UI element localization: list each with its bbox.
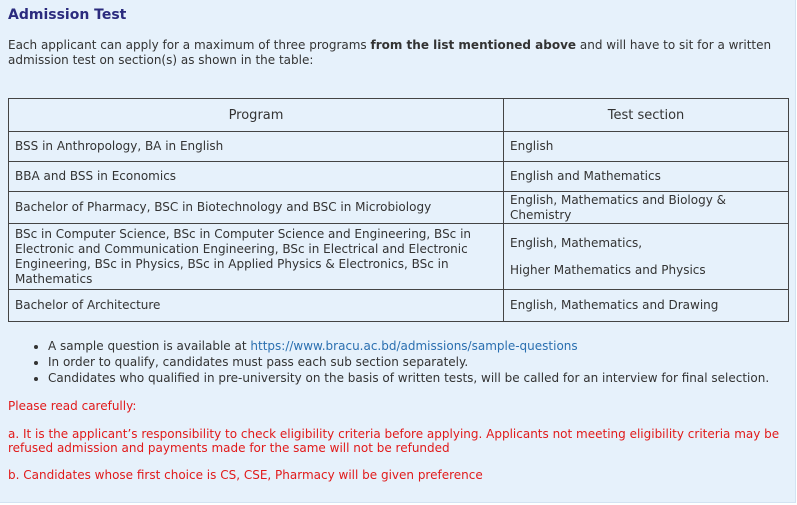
program-cell: Bachelor of Pharmacy, BSC in Biotechnology and BSC in Microbiology bbox=[9, 192, 504, 224]
list-item-sample bbox=[48, 338, 769, 354]
table-row bbox=[9, 132, 789, 162]
test-section-cell bbox=[504, 224, 789, 290]
test-section-cell: English bbox=[504, 132, 789, 162]
test-section-column-header: Test section bbox=[504, 99, 789, 132]
warning-heading: Please read carefully: bbox=[8, 399, 137, 413]
program-cell: BBA and BSS in Economics bbox=[9, 162, 504, 192]
sample-text: A sample question is available at bbox=[48, 339, 251, 353]
test-section-cell: English, Mathematics and Biology & Chemistry bbox=[504, 192, 789, 224]
admission-test-table bbox=[8, 98, 789, 322]
warning-preference: b. Candidates whose first choice is CS, CSE, Pharmacy will be given preference bbox=[8, 468, 483, 482]
program-cell: Bachelor of Architecture bbox=[9, 290, 504, 322]
intro-text-start: Each applicant can apply for a maximum of three programs bbox=[8, 38, 371, 52]
intro-text-bold: from the list mentioned above bbox=[370, 38, 577, 52]
warning-eligibility: a. It is the applicant’s responsibility to check eligibility criteria before applying. Applicants not meeting eligibility criteria may be refused admission and payments made for the same will not be refunded bbox=[8, 427, 780, 455]
list-item-interview: • Candidates who qualified in pre-university on the basis of written tests, will be called for an interview for final selection. bbox=[48, 370, 769, 386]
section-title: Admission Test bbox=[8, 7, 127, 23]
intro-text-end: and will have to sit for a written admission test on section(s) as shown in the table: bbox=[8, 38, 772, 67]
test-section-line-2: Higher Mathematics and Physics bbox=[510, 262, 706, 277]
table-header-row bbox=[9, 99, 789, 132]
notes-list bbox=[34, 338, 769, 386]
list-item-qualify: • In order to qualify, candidates must pass each sub section separately. bbox=[48, 354, 769, 370]
test-section-cell: English, Mathematics and Drawing bbox=[504, 290, 789, 322]
sample-questions-link[interactable]: https://www.bracu.ac.bd/admissions/sample-questions bbox=[250, 339, 578, 353]
program-cell: BSS in Anthropology, BA in English bbox=[9, 132, 504, 162]
program-cell: BSc in Computer Science, BSc in Computer Science and Engineering, BSc in Electronic and Communication Engineering, BSc in Electrical and Electronic Engineering, BSc in Physics, BSc in Applied Physics & Electronics, BSc in Mathematics bbox=[9, 224, 504, 290]
table-row bbox=[9, 192, 789, 224]
test-section-line-1: English, Mathematics, bbox=[510, 235, 643, 250]
table-row bbox=[9, 290, 789, 322]
intro-paragraph bbox=[8, 38, 778, 68]
program-column-header: Program bbox=[9, 99, 504, 132]
table-row bbox=[9, 162, 789, 192]
table-row bbox=[9, 224, 789, 290]
test-section-cell: English and Mathematics bbox=[504, 162, 789, 192]
